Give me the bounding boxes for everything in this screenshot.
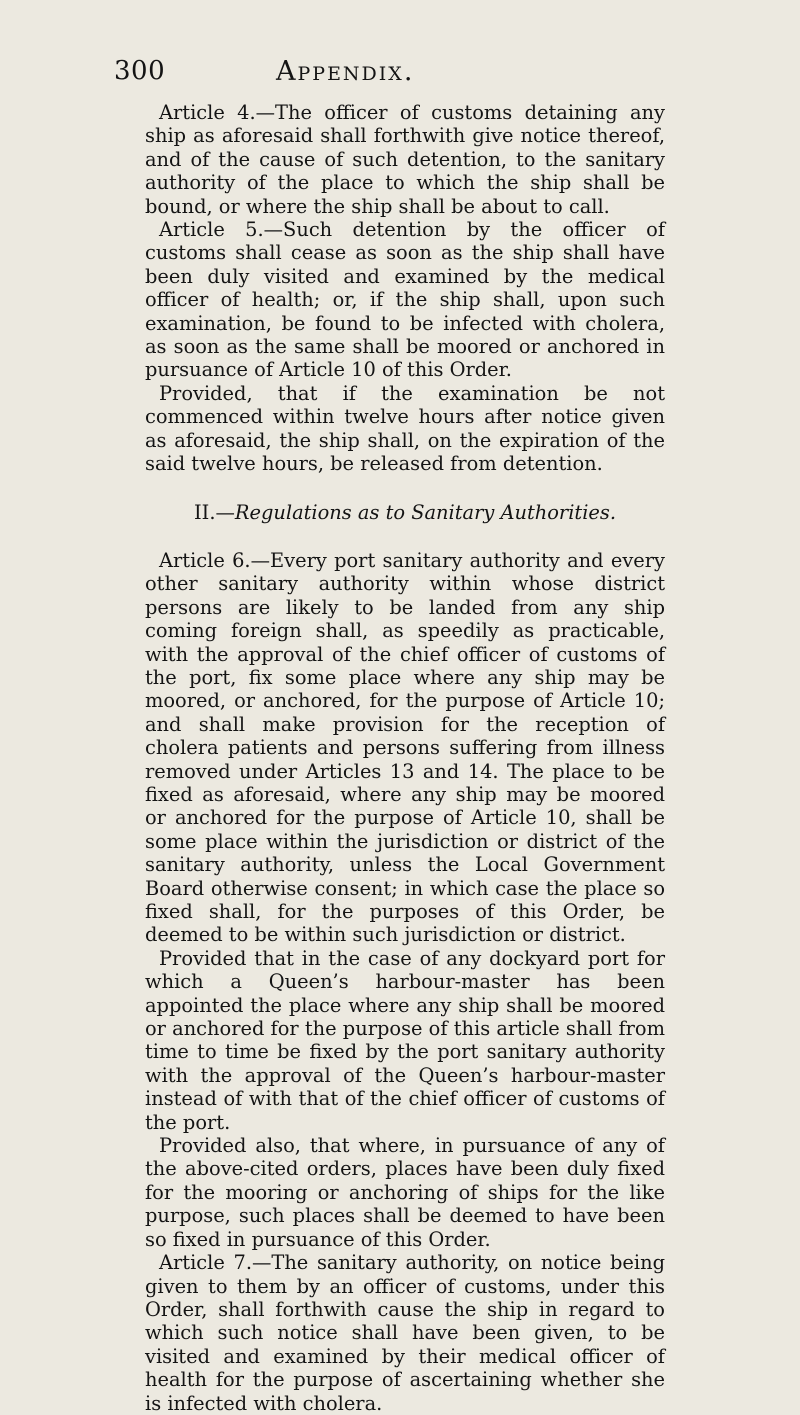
paragraph-article-7: Article 7.—The sanitary authority, on notice being given to them by an officer of customs, under this Order, shall forthwith cause the ship in regard to which such notice shall have been given, to be visited and examined by their medical officer of health for the purpose of ascertaining whether she is infected with cholera. (145, 1251, 665, 1415)
paragraph-proviso-dockyard: Provided that in the case of any dockyard port for which a Queen’s harbour-master has been appointed the place where any ship shall be moored or anchored for the purpose of this article shall from time to time be fixed by the port sanitary authority with the approval of the Queen’s harbour-master instead of with that of the chief officer of customs of the port. (145, 946, 665, 1134)
paragraph-article-4: Article 4.—The officer of customs detaining any ship as aforesaid shall forthwith give notice thereof, and of the cause of such detention, to the sanitary authority of the place to which the ship shall be bound, or where the ship shall be about to call. (145, 101, 665, 218)
running-title: Appendix. (276, 56, 415, 87)
page-number: 300 (114, 56, 166, 86)
paragraph-article-6: Article 6.—Every port sanitary authority and every other sanitary authority within whose district persons are likely to be landed from any ship coming foreign shall, as speedily as practicable, with the approval of the chief officer of customs of the port, fix some place where any ship may be moored, or anchored, for the purpose of Article 10; and shall make provision for the reception of cholera patients and persons suffering from illness removed under Articles 13 and 14. The place to be fixed as aforesaid, where any ship may be moored or anchored for the purpose of Article 10, shall be some place within the jurisdiction or district of the sanitary authority, unless the Local Government Board otherwise consent; in which case the place so fixed shall, for the purposes of this Order, be deemed to be within such jurisdiction or district. (145, 548, 665, 947)
section-title: Regulations as to Sanitary Authorities. (234, 500, 616, 524)
paragraph-proviso-above-cited: Provided also, that where, in pursuance of any of the above-cited orders, places have been duly fixed for the mooring or anchoring of ships for the like purpose, such places shall be deemed to have been so fixed in pursuance of this Order. (145, 1134, 665, 1251)
section-number: II. (194, 500, 216, 524)
paragraph-article-5: Article 5.—Such detention by the officer of customs shall cease as soon as the ship shall have been duly visited and examined by the medical officer of health; or, if the ship shall, upon such examination, be found to be infected with cholera, as soon as the same shall be moored or anchored in pursuance of Article 10 of this Order. (145, 218, 665, 382)
section-dash: — (215, 500, 235, 524)
section-heading (145, 501, 665, 524)
paragraph-proviso-detention: Provided, that if the examination be not commenced within twelve hours after notice given as aforesaid, the ship shall, on the expiration of the said twelve hours, be released from detention. (145, 381, 665, 476)
body-text (145, 101, 665, 1415)
page-header (114, 56, 664, 96)
